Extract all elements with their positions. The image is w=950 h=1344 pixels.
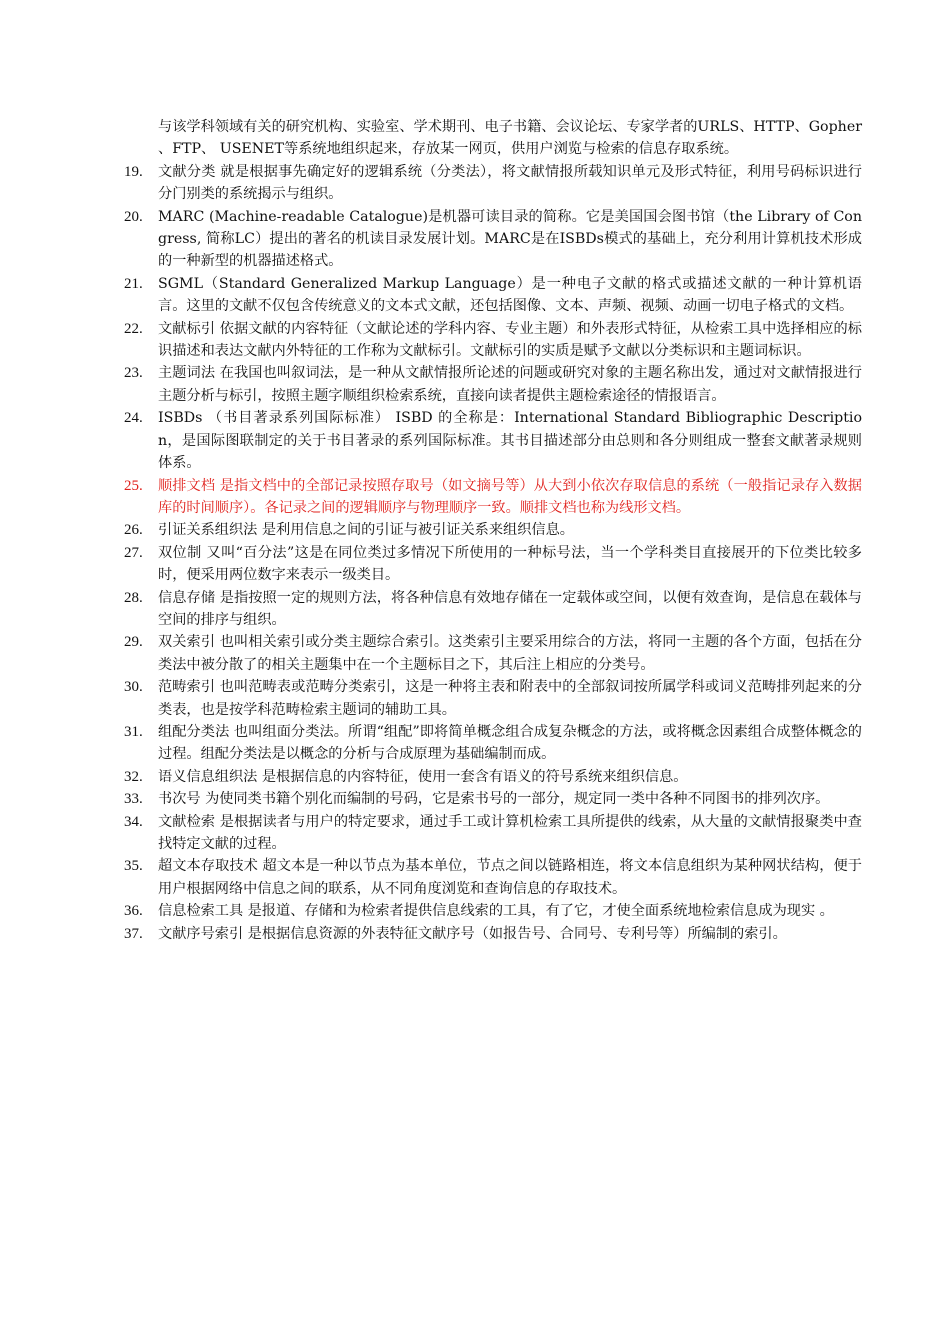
entry-number: 27. [124,544,143,561]
entry-37 [124,923,862,945]
entry-text: 文献检索 是根据读者与用户的特定要求，通过手工或计算机检索工具所提供的线索，从大量的文献情报聚类中查找特定文献的过程。 [158,813,862,852]
entry-25-highlighted [124,475,862,520]
entry-36 [124,900,862,922]
entry-33 [124,788,862,810]
entry-number: 20. [124,208,143,225]
entry-21 [124,273,862,318]
entry-19 [124,161,862,206]
entry-text: 文献分类 就是根据事先确定好的逻辑系统（分类法），将文献情报所载知识单元及形式特征，利用号码标识进行分门别类的系统揭示与组织。 [158,163,862,203]
entry-text: 双关索引 也叫相关索引或分类主题综合索引。这类索引主要采用综合的方法，将同一主题的各个方面，包括在分类法中被分散了的相关主题集中在一个主题标目之下，其后注上相应的分类号。 [158,634,862,673]
entry-text: 信息检索工具 是报道、存储和为检索者提供信息线索的工具，有了它，才使全面系统地检索信息成为现实 。 [158,903,834,920]
entry-number: 24. [124,410,143,427]
entry-text: MARC (Machine-readable Catalogue)是机器可读目录的简称。它是美国国会图书馆（the Library of Congress, 简称LC）提出的著名的机读目录发展计划。MARC是在ISBDs模式的基础上，充分利用计算机技术形成的一种新型的机器描述格式。 [158,208,862,270]
entry-text: 范畴索引 也叫范畴表或范畴分类索引，这是一种将主表和附表中的全部叙词按所属学科或词义范畴排列起来的分类表，也是按学科范畴检索主题词的辅助工具。 [158,679,862,718]
entry-number: 23. [124,365,143,382]
entry-text: 组配分类法 也叫组面分类法。所谓“组配”即将简单概念组合成复杂概念的方法，或将概念因素组合成整体概念的过程。组配分类法是以概念的分析与合成原理为基础编制而成。 [158,723,862,763]
entry-34 [124,811,862,856]
entry-32 [124,766,862,788]
entry-28 [124,587,862,632]
entry-number: 21. [124,275,143,292]
entry-35 [124,855,862,900]
entry-26 [124,519,862,541]
entry-31 [124,721,862,766]
entry-text: 文献标引 依据文献的内容特征（文献论述的学科内容、专业主题）和外表形式特征，从检索工具中选择相应的标识描述和表达文献内外特征的工作称为文献标引。文献标引的实质是赋予文献以分类标识和主题词标识。 [158,320,862,360]
entry-number: 32. [124,768,143,785]
entry-number: 30. [124,679,143,696]
entry-number: 19. [124,163,143,180]
entry-number: 22. [124,320,143,337]
entry-text: 顺排文档 是指文档中的全部记录按照存取号（如文摘号等）从大到小依次存取信息的系统（一般指记录存入数据库的时间顺序）。各记录之间的逻辑顺序与物理顺序一致。顺排文档也称为线形文档。 [158,477,862,516]
entry-number: 28. [124,589,143,606]
entry-number: 35. [124,858,143,875]
continuation-paragraph: 与该学科领域有关的研究机构、实验室、学术期刊、电子书籍、会议论坛、专家学者的URLS、HTTP、Gopher 、FTP、 USENET等系统地组织起来，存放某一网页，供用户浏览与检索的信息存取系统。 [158,119,862,158]
entry-text: 信息存储 是指按照一定的规则方法，将各种信息有效地存储在一定载体或空间，以便有效查询，是信息在载体与空间的排序与组织。 [158,589,862,628]
entry-number: 29. [124,634,143,651]
entry-29 [124,631,862,676]
entry-text: 书次号 为使同类书籍个别化而编制的号码，它是索书号的一部分，规定同一类中各种不同图书的排列次序。 [158,791,830,808]
entry-22 [124,318,862,363]
entry-number: 36. [124,903,143,920]
entry-number: 31. [124,723,143,740]
entry-text: 引证关系组织法 是利用信息之间的引证与被引证关系来组织信息。 [158,522,574,539]
document-body [124,116,862,945]
entry-30 [124,676,862,721]
entry-number: 34. [124,813,143,830]
entry-text: 文献序号索引 是根据信息资源的外表特征文献序号（如报告号、合同号、专利号等）所编制的索引。 [158,925,787,942]
entry-text: 超文本存取技术 超文本是一种以节点为基本单位，节点之间以链路相连，将文本信息组织为某种网状结构，便于用户根据网络中信息之间的联系，从不同角度浏览和查询信息的存取技术。 [158,858,862,897]
entry-number: 25. [124,477,143,494]
entry-23 [124,362,862,407]
entry-text: 语义信息组织法 是根据信息的内容特征，使用一套含有语义的符号系统来组织信息。 [158,768,688,785]
entry-number: 37. [124,925,143,942]
entry-text: ISBDs （书目著录系列国际标准） ISBD 的全称是：International Standard Bibliographic Description，是国际图联制定的关于书目著录的系列国际标准。其书目描述部分由总则和各分则组成一整套文献著录规则体系。 [158,410,862,472]
entry-text: SGML（Standard Generalized Markup Language）是一种电子文献的格式或描述文献的一种计算机语言。这里的文献不仅包含传统意义的文本式文献，还包括图像、文本、声频、视频、动画一切电子格式的文档。 [158,275,862,315]
entry-20 [124,206,862,273]
entry-27 [124,542,862,587]
entry-number: 33. [124,791,143,808]
entry-text: 主题词法 在我国也叫叙词法，是一种从文献情报所论述的问题或研究对象的主题名称出发，通过对文献情报进行主题分析与标引，按照主题字顺组织检索系统，直接向读者提供主题检索途径的情报语言。 [158,365,862,404]
entry-text: 双位制 又叫“百分法”这是在同位类过多情况下所使用的一种标号法，当一个学科类目直接展开的下位类比较多时，便采用两位数字来表示一级类目。 [158,544,862,584]
entry-number: 26. [124,522,143,539]
entry-24 [124,407,862,474]
